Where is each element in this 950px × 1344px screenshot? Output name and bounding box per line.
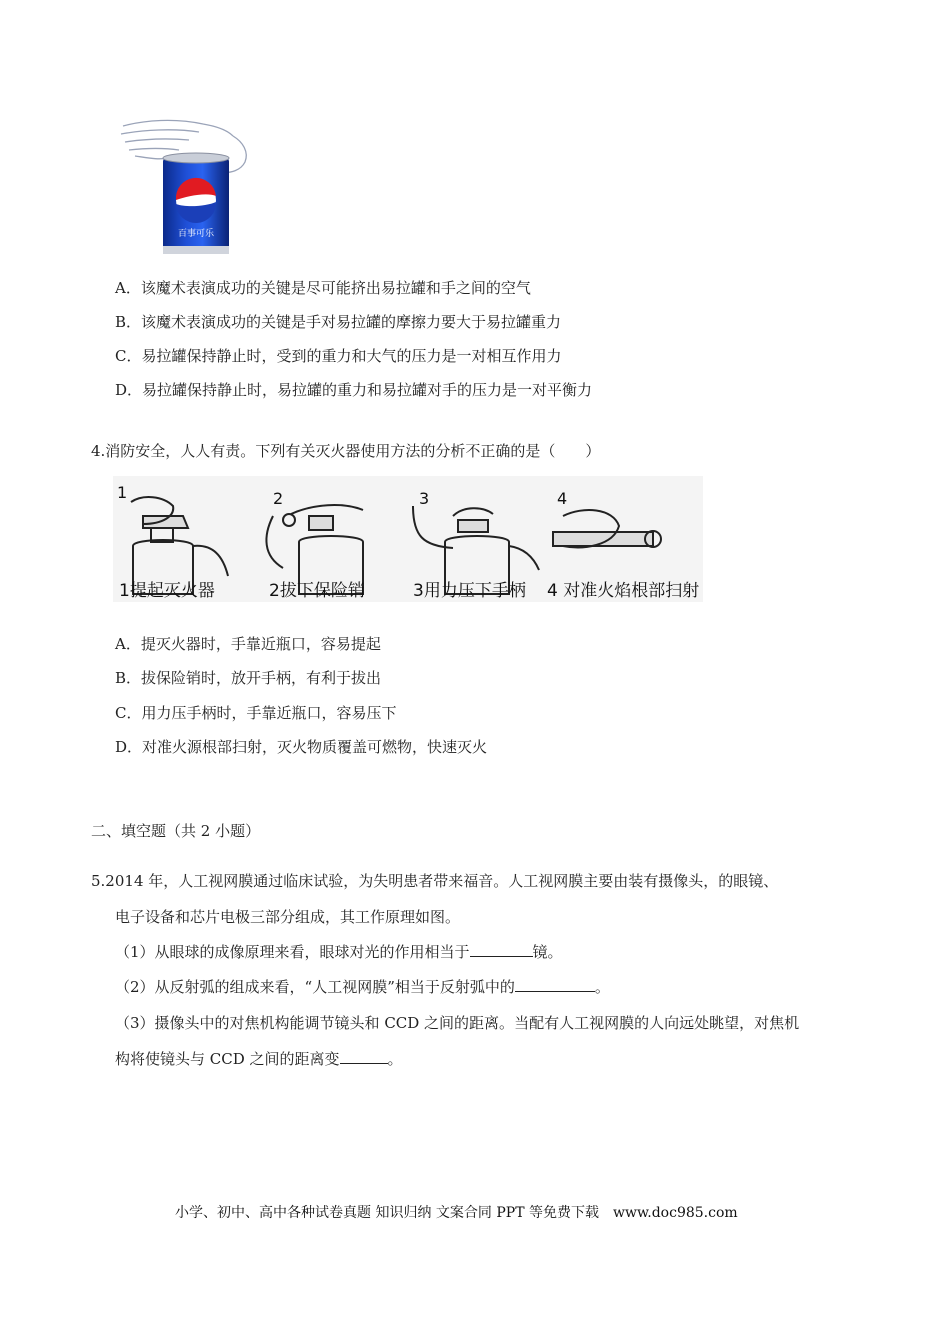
extinguisher-steps-figure [113,476,703,602]
step-2-label: 2拔下保险销 [269,581,365,601]
page-footer: 小学、初中、高中各种试卷真题 知识归纳 文案合同 PPT 等免费下载 www.doc985.com [175,1205,738,1221]
q3-option-a: A．该魔术表演成功的关键是尽可能挤出易拉罐和手之间的空气 [115,279,531,297]
step-3-number: 3 [419,489,430,508]
q4-option-a: A．提灭火器时，手靠近瓶口，容易提起 [115,635,381,653]
section-heading: 二、填空题（共 2 小题） [91,822,261,840]
q5-sub3-line1: （3）摄像头中的对焦机构能调节镜头和 CCD 之间的距离。当配有人工视网膜的人向远处眺望，对焦机 [115,1014,800,1032]
q5-sub3-line2 [115,1049,403,1069]
q5-sub3-text: 构将使镜头与 CCD 之间的距离变 [115,1050,340,1068]
step-2-number: 2 [273,489,284,508]
step-3-label: 3用力压下手柄 [413,581,526,601]
q5-sub1-tail: 镜。 [532,943,563,961]
step-4-number: 4 [557,489,568,508]
q4-option-c: C．用力压手柄时，手靠近瓶口，容易压下 [115,704,397,722]
q5-sub2-text: （2）从反射弧的组成来看，“人工视网膜”相当于反射弧中的 [115,978,515,996]
q3-option-d: D．易拉罐保持静止时，易拉罐的重力和易拉罐对手的压力是一对平衡力 [115,381,593,399]
q5-stem-line1: 5.2014 年，人工视网膜通过临床试验，为失明患者带来福音。人工视网膜主要由装有摄像头，的眼镜、 [91,872,779,890]
q4-stem: 4.消防安全，人人有责。下列有关灭火器使用方法的分析不正确的是（ ） [91,442,601,460]
can-brand-text: 百事可乐 [177,229,214,239]
q4-option-d: D．对准火源根部扫射，灭火物质覆盖可燃物，快速灭火 [115,738,488,756]
q5-sub1-text: （1）从眼球的成像原理来看，眼球对光的作用相当于 [115,943,470,961]
q4-option-b: B．拔保险销时，放开手柄，有利于拔出 [115,669,382,687]
q3-option-b: B．该魔术表演成功的关键是手对易拉罐的摩擦力要大于易拉罐重力 [115,313,562,331]
q5-stem-line2: 电子设备和芯片电极三部分组成，其工作原理如图。 [115,908,461,926]
q5-sub3-blank[interactable] [340,1049,388,1064]
hand-and-can-figure [115,112,255,257]
q5-sub3-tail: 。 [387,1050,403,1068]
q5-sub2 [115,977,610,997]
q3-option-c: C．易拉罐保持静止时，受到的重力和大气的压力是一对相互作用力 [115,347,562,365]
q5-sub1-blank[interactable] [470,942,533,957]
q5-sub2-blank[interactable] [515,977,595,992]
step-1-label: 1提起灭火器 [119,581,215,601]
q5-sub2-tail: 。 [594,978,610,996]
q5-sub1 [115,942,563,962]
step-4-label: 4 对准火焰根部扫射 [547,581,700,601]
step-1-number: 1 [117,483,128,502]
